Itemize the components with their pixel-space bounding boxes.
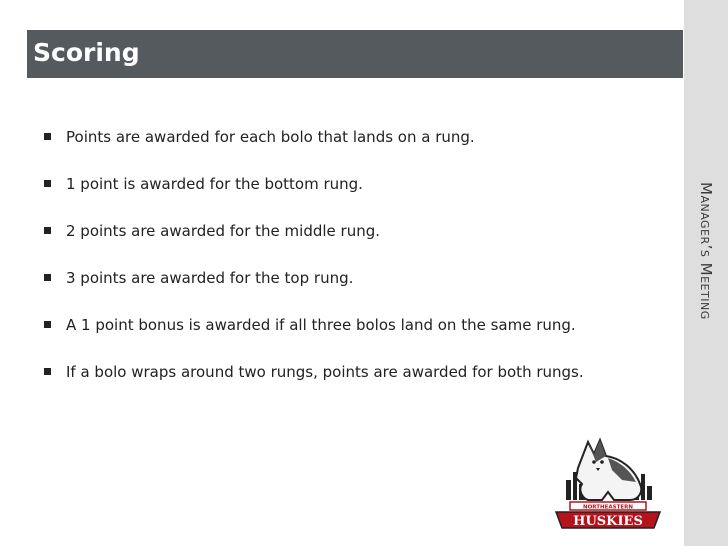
bullet-text: Points are awarded for each bolo that lands on a rung. xyxy=(66,128,475,146)
husky-mascot-logo xyxy=(548,428,668,532)
square-bullet-icon xyxy=(44,368,51,375)
square-bullet-icon xyxy=(44,274,51,281)
square-bullet-icon xyxy=(44,133,51,140)
section-label-wrapper xyxy=(684,182,728,364)
square-bullet-icon xyxy=(44,180,51,187)
logo-top-text: NORTHEASTERN xyxy=(583,504,633,511)
bullet-text: If a bolo wraps around two rungs, points are awarded for both rungs. xyxy=(66,363,584,381)
logo-main-text: HUSKIES xyxy=(573,514,643,529)
square-bullet-icon xyxy=(44,321,51,328)
bullet-text: A 1 point bonus is awarded if all three bolos land on the same rung. xyxy=(66,316,576,334)
bullet-text: 1 point is awarded for the bottom rung. xyxy=(66,175,363,193)
section-label: Manager’s Meeting xyxy=(697,182,715,320)
slide-title: Scoring xyxy=(33,38,140,67)
bullet-text: 3 points are awarded for the top rung. xyxy=(66,269,354,287)
title-bar xyxy=(27,30,683,78)
square-bullet-icon xyxy=(44,227,51,234)
bullet-text: 2 points are awarded for the middle rung. xyxy=(66,222,381,240)
